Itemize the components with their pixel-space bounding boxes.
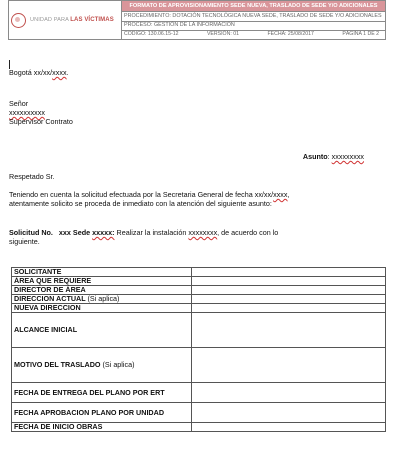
- form-value-cell[interactable]: [192, 313, 386, 348]
- form-value-cell[interactable]: [192, 295, 386, 304]
- form-row: [12, 383, 386, 403]
- form-value-cell[interactable]: [192, 277, 386, 286]
- form-value-cell[interactable]: [192, 383, 386, 403]
- greeting: Respetado Sr.: [9, 172, 55, 181]
- form-value-cell[interactable]: [192, 304, 386, 313]
- form-value-cell[interactable]: [192, 268, 386, 277]
- name-placeholder[interactable]: xxxxxxxxxx: [9, 108, 45, 117]
- codigo: CODIGO: 130.06.15-12: [124, 31, 179, 38]
- logo-cell: [9, 1, 122, 40]
- form-label: DIRECTOR DE ÁREA: [12, 286, 192, 295]
- form-row: [12, 304, 386, 313]
- procedimiento: PROCEDIMIENTO: DOTACIÓN TECNOLÓGICA NUEVA SEDE, TRASLADO DE SEDE Y/O ADICIONALES: [122, 12, 386, 21]
- fecha: FECHA: 25/08/2017: [267, 31, 314, 38]
- form-row: [12, 423, 386, 432]
- form-row: [12, 348, 386, 383]
- logo: [11, 13, 119, 28]
- logo-prefix: UNIDAD PARA: [30, 17, 69, 23]
- body-line-1: Teniendo en cuenta la solicitud efectuada por la Secretaria General de fecha xx/xx/xxxx,: [9, 190, 290, 199]
- body-line-2: atentamente solicito se proceda de inmediato con la atención del siguiente asunto:: [9, 199, 272, 208]
- form-value-cell[interactable]: [192, 403, 386, 423]
- form-value-cell[interactable]: [192, 423, 386, 432]
- logo-bold: LAS VÍCTIMAS: [70, 17, 114, 23]
- form-label: SOLICITANTE: [12, 268, 192, 277]
- form-label: MOTIVO DEL TRASLADO (Si aplica): [12, 348, 192, 383]
- code-row: [122, 30, 386, 39]
- form-label: DIRECCION ACTUAL (Si aplica): [12, 295, 192, 304]
- document-header: [8, 0, 386, 40]
- form-label: NUEVA DIRECCION: [12, 304, 192, 313]
- form-label: FECHA DE INICIO OBRAS: [12, 423, 192, 432]
- form-value-cell[interactable]: [192, 286, 386, 295]
- form-label: ÁREA QUE REQUIERE: [12, 277, 192, 286]
- role: Supervisor Contrato: [9, 117, 73, 126]
- solicitud-line-2: siguiente.: [9, 237, 40, 246]
- asunto: Asunto: xxxxxxxxx: [302, 152, 364, 161]
- salutation-senor: Señor: [9, 99, 29, 108]
- pagina: PÁGINA 1 DE 2: [342, 31, 379, 38]
- solicitud-line: Solicitud No. xxx Sede xxxxx: Realizar la instalación xxxxxxxx, de acuerdo con lo: [9, 228, 279, 237]
- seal-icon: [11, 13, 26, 28]
- form-label: ALCANCE INICIAL: [12, 313, 192, 348]
- form-label: FECHA APROBACION PLANO POR UNIDAD: [12, 403, 192, 423]
- form-title: FORMATO DE APROVISIONAMIENTO SEDE NUEVA, TRASLADO DE SEDE Y/O ADICIONALES: [122, 1, 386, 12]
- request-form-table: [11, 267, 386, 432]
- version: VERSIÓN: 01: [206, 31, 239, 38]
- proceso: PROCESO: GESTIÓN DE LA INFORMACIÓN: [122, 21, 386, 30]
- form-row: [12, 403, 386, 423]
- city-date[interactable]: Bogotá xx/xx/xxxx.: [9, 68, 69, 77]
- form-value-cell[interactable]: [192, 348, 386, 383]
- form-label: FECHA DE ENTREGA DEL PLANO POR ERT: [12, 383, 192, 403]
- form-row: [12, 313, 386, 348]
